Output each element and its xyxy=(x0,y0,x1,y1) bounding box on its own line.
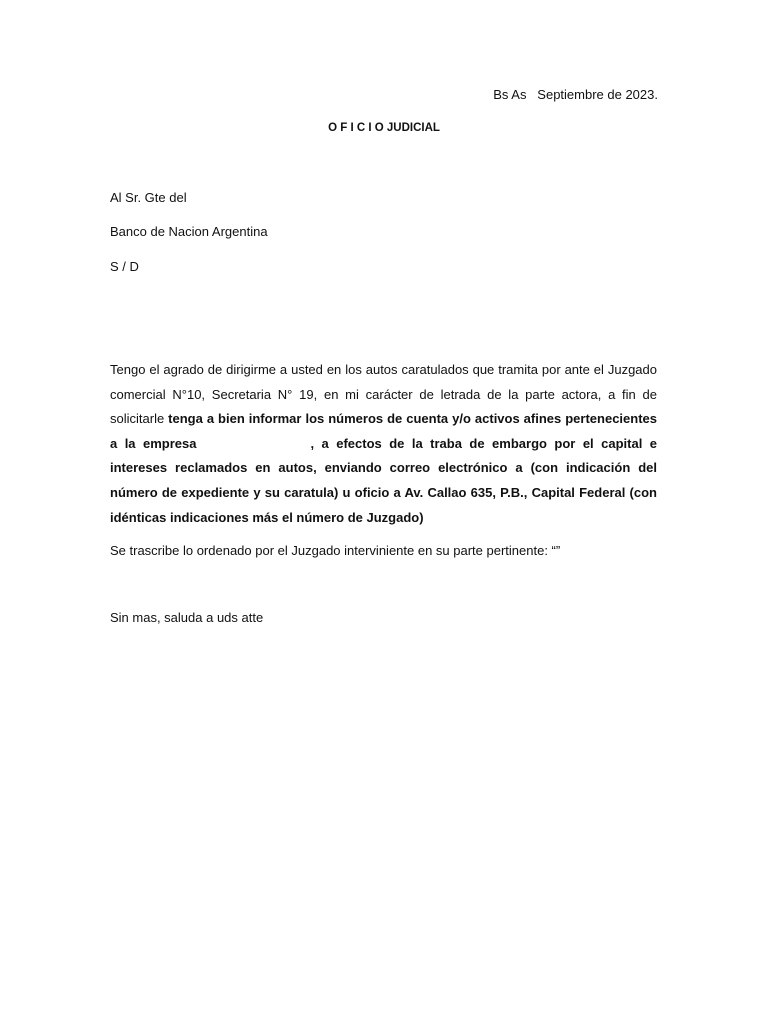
transcription-line: Se trascribe lo ordenado por el Juzgado interviniente en su parte pertinente: “” xyxy=(110,543,561,558)
closing-line: Sin mas, saluda a uds atte xyxy=(110,610,264,625)
recipient-line-2: Banco de Nacion Argentina xyxy=(110,224,268,239)
body-bold-details: , a efectos de la traba de embargo por el capital e intereses reclamados en autos, enviando correo electrónico a (con indicación del número de expediente y su caratula) u oficio a Av. Callao 635, P.B., Capital Federal (con idénticas indicaciones más el número de Juzgado) xyxy=(110,435,657,525)
body-intro: Tengo el agrado de dirigirme a usted en los autos caratulados que tramita por ante el Juzgado comercial N°10, Secretaria N° 19, en mi carácter de letrada de la parte actora, a fin de solicitarle xyxy=(110,362,657,427)
body-bold-request: tenga a bien informar los números de cuenta y/o activos afines pertenecientes a la empresa xyxy=(110,411,657,451)
recipient-line-1: Al Sr. Gte del xyxy=(110,190,187,205)
body-paragraph xyxy=(110,358,657,530)
recipient-line-3: S / D xyxy=(110,259,139,274)
date-line: Bs As Septiembre de 2023. xyxy=(493,87,658,102)
document-title: O F I C I O JUDICIAL xyxy=(328,122,440,134)
